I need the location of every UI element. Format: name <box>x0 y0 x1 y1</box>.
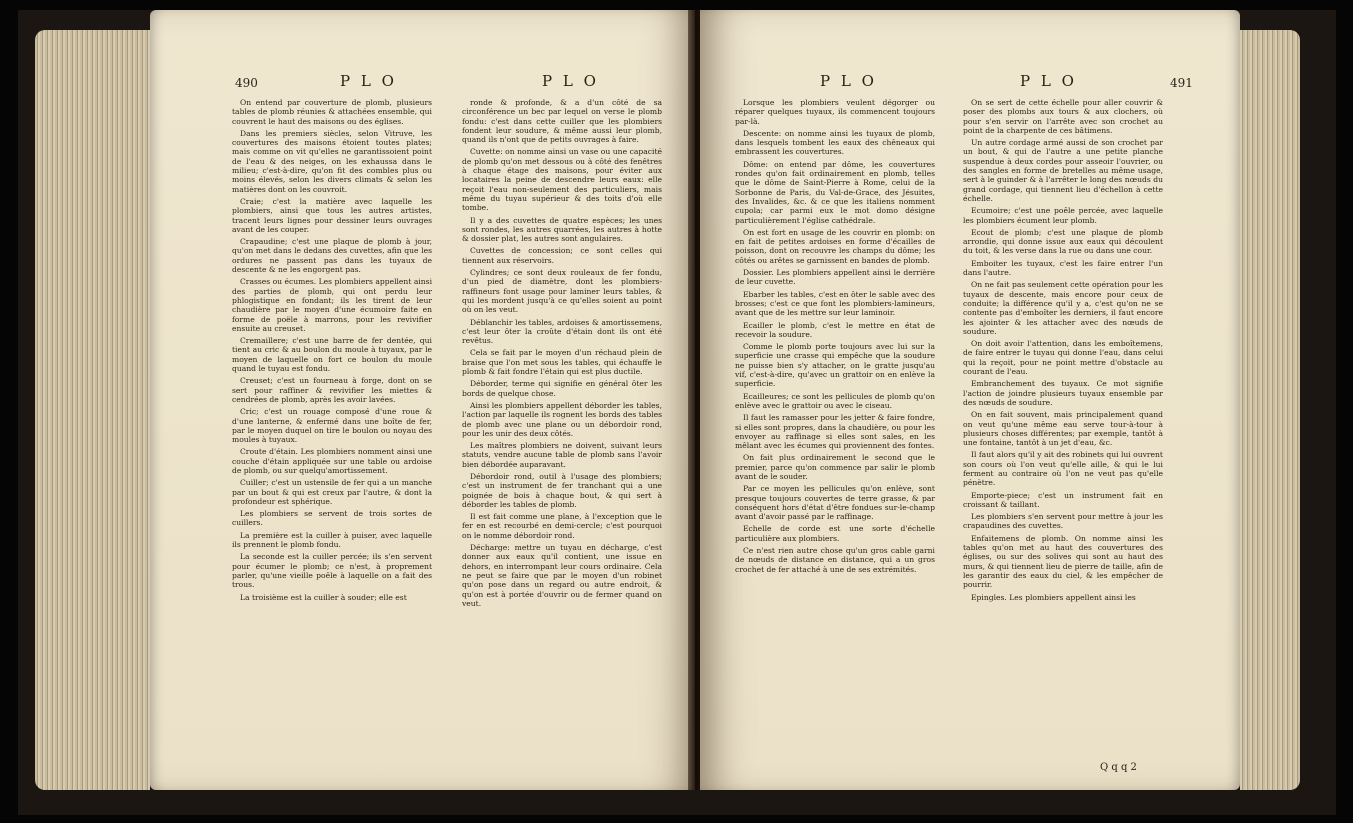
paragraph: Ebarber les tables, c'est en ôter le sable avec des brosses; c'est ce que font les plombiers-lamineurs, avant que de les mettre sur leur laminoir. <box>735 289 935 318</box>
paragraph: Par ce moyen les pellicules qu'on enlève, sont presque toujours couvertes de terre grasse, & par conséquent hors d'état d'être fondues sur-le-champ avant d'avoir passé par le raffinage. <box>735 484 935 522</box>
paragraph: Déblanchir les tables, ardoises & amortissemens, c'est leur ôter la croûte d'étain dont ils ont été revêtus. <box>462 317 662 346</box>
paragraph: Un autre cordage armé aussi de son crochet par un bout, & qui de l'autre a une petite planche suspendue à deux cordes pour asseoir l'ouvrier, ou des sangles en forme de bretelles au même usage, sert à le guinder & à l'arrêter le long des nœuds du grand cordage, qui tiennent lieu d'échellon à cette échelle. <box>963 138 1163 203</box>
paragraph: Cric; c'est un rouage composé d'une roue & d'une lanterne, & enfermé dans une boîte de fer, par le moyen duquel on tire le boulon ou noyau des moules à tuyaux. <box>232 407 432 445</box>
paragraph: Il faut les ramasser pour les jetter & faire fondre, si elles sont propres, dans la chaudière, ou pour les envoyer au raffinage si elles sont sales, en les mêlant avec les écumes qui proviennent des fontes. <box>735 413 935 451</box>
running-head-right-2: P L O <box>1020 72 1077 90</box>
paragraph: Creuset; c'est un fourneau à forge, dont on se sert pour raffiner & revivifier les miettes & cendrées de plomb, après les avoir lavées. <box>232 376 432 404</box>
paragraph: Décharge: mettre un tuyau en décharge, c'est donner aux eaux qu'il contient, une issue en dehors, en interrompant leur cours ordinaire. Cela ne peut se faire que par le moyen d'un robinet qu'on pose dans un regard ou autre endroit, & qu'on est à portée d'ouvrir ou de fermer quand on veut. <box>462 543 662 608</box>
paragraph: Cuiller; c'est un ustensile de fer qui a un manche par un bout & qui est creux par l'autre, & dont la profondeur est sphérique. <box>232 478 432 506</box>
paragraph: La seconde est la cuiller percée; ils s'en servent pour écumer le plomb; ce n'est, à proprement parler, qu'une vieille poêle à laquelle on a fait des trous. <box>232 552 432 590</box>
paragraph: On est fort en usage de les couvrir en plomb: on en fait de petites ardoises en forme d'écailles de poisson, dont on recouvre les champs du dôme; les côtés ou arêtes se garnissent en bandes de plomb. <box>735 227 935 265</box>
left-page-column-2 <box>462 98 662 611</box>
paragraph: On doit avoir l'attention, dans les emboîtemens, de faire entrer le tuyau qui donne l'eau, dans celui qui la reçoit, pour ne point mettre d'obstacle au courant de l'eau. <box>963 339 1163 377</box>
paragraph: Il faut alors qu'il y ait des robinets qui lui ouvrent son cours où l'on veut qu'elle aille, & qui le lui ferment au contraire où l'on ne veut pas qu'elle pénètre. <box>963 450 1163 488</box>
running-head-right-1: P L O <box>820 72 877 90</box>
paragraph: Cuvette: on nomme ainsi un vase ou une capacité de plomb qu'on met dessous ou à côté des fenêtres à chaque étage des maisons, pour éviter aux locataires la peine de descendre leurs eaux: elle reçoit l'eau non-seulement des particuliers, mais même du tuyau supérieur & des toits d'où elle tombe. <box>462 147 662 213</box>
paragraph: Il est fait comme une plane, à l'exception que le fer en est recourbé en demi-cercle; c'est pourquoi on le nomme débordoir rond. <box>462 512 662 540</box>
right-page-column-1 <box>735 98 935 577</box>
paragraph: Echelle de corde est une sorte d'échelle particulière aux plombiers. <box>735 524 935 543</box>
paragraph: Déborder, terme qui signifie en général ôter les bords de quelque chose. <box>462 379 662 398</box>
paragraph: Débordoir rond, outil à l'usage des plombiers; c'est un instrument de fer tranchant qui a une poignée de bois à chaque bout, & qui sert à déborder les tables de plomb. <box>462 471 662 509</box>
right-page <box>700 10 1240 790</box>
paragraph: Croute d'étain. Les plombiers nomment ainsi une couche d'étain appliquée sur une table ou ardoise de plomb, ou sur quelqu'amortissement. <box>232 447 432 475</box>
paragraph: On entend par couverture de plomb, plusieurs tables de plomb réunies & attachées ensemble, qui couvrent le haut des maisons ou des églises. <box>232 98 432 126</box>
paragraph: Ecailleures; ce sont les pellicules de plomb qu'on enlève avec le grattoir ou avec le ciseau. <box>735 391 935 410</box>
paragraph: Emboiter les tuyaux, c'est les faire entrer l'un dans l'autre. <box>963 258 1163 278</box>
paragraph: Enfaitemens de plomb. On nomme ainsi les tables qu'on met au haut des couvertures des églises, ou sur des solives qui sont au haut des murs, & qui tiennent lieu de pierre de taille, afin de les garantir des eaux du ciel, & les empêcher de pourrir. <box>963 533 1163 590</box>
paragraph: Cela se fait par le moyen d'un réchaud plein de braise que l'on met sous les tables, qui échauffe le plomb & fait fondre l'étain qui est plus ductile. <box>462 348 662 377</box>
paragraph: Il y a des cuvettes de quatre espèces; les unes sont rondes, les autres quarrées, les autres à hotte & dossier plat, les autres sont angulaires. <box>462 215 662 244</box>
paragraph: Ecumoire; c'est une poêle percée, avec laquelle les plombiers écument leur plomb. <box>963 206 1163 225</box>
paragraph: Dossier. Les plombiers appellent ainsi le derrière de leur cuvette. <box>735 268 935 287</box>
signature-mark: Q q q 2 <box>1100 762 1137 773</box>
paragraph: Cremaillere; c'est une barre de fer dentée, qui tient au cric & au boulon du moule à tuyaux, par le moyen de laquelle on fort ce boulon du moule quand le tuyau est fondu. <box>232 336 432 374</box>
paragraph: La première est la cuiller à puiser, avec laquelle ils prennent le plomb fondu. <box>232 530 432 550</box>
paragraph: Descente: on nomme ainsi les tuyaux de plomb, dans lesquels tombent les eaux des chêneaux qui embrassent les couvertures. <box>735 128 935 157</box>
paragraph: Ce n'est rien autre chose qu'un gros cable garni de nœuds de distance en distance, qui a un gros crochet de fer attaché à une de ses extrémités. <box>735 546 935 574</box>
paragraph: Crasses ou écumes. Les plombiers appellent ainsi des parties de plomb, qui ont perdu leur phlogistique en fondant; ils les tirent de leur chaudière par le moyen d'une écumoire faite en forme de poële à marrons, pour les revivifier ensuite au creuset. <box>232 277 432 333</box>
page-number-right: 491 <box>1170 76 1193 90</box>
paragraph: Embranchement des tuyaux. Ce mot signifie l'action de joindre plusieurs tuyaux ensemble par des nœuds de soudure. <box>963 379 1163 407</box>
paragraph: Comme le plomb porte toujours avec lui sur la superficie une crasse qui empêche que la soudure ne puisse bien s'y attacher, on le gratte jusqu'au vif, c'est-à-dire, qu'avec un grattoir on en enlève la superficie. <box>735 342 935 389</box>
page-number-left: 490 <box>235 76 258 90</box>
paragraph: Cylindres; ce sont deux rouleaux de fer fondu, d'un pied de diamètre, dont les plombiers-raffineurs font usage pour laminer leurs tables, & qui les mordent jusqu'à ce qu'elles soient au point où on les veut. <box>462 268 662 315</box>
paragraph: On ne fait pas seulement cette opération pour les tuyaux de descente, mais encore pour ceux de conduite; la différence qu'il y a, c'est qu'on ne se contente pas d'emboîter les derniers, il faut encore les ajointer & les attacher avec des nœuds de soudure. <box>963 280 1163 336</box>
paragraph: Lorsque les plombiers veulent dégorger ou réparer quelques tuyaux, ils commencent toujours par-là. <box>735 98 935 126</box>
paragraph: Ecailler le plomb, c'est le mettre en état de recevoir la soudure. <box>735 320 935 339</box>
paragraph: Les plombiers s'en servent pour mettre à jour les crapaudines des cuvettes. <box>963 512 1163 531</box>
paragraph: Dôme: on entend par dôme, les couvertures rondes qu'on fait ordinairement en plomb, telles que le dôme de Saint-Pierre à Rome, celui de la Sorbonne de Paris, du Val-de-Grace, des Jésuites, des Invalides, &c. & ce que les italiens nomment cupola; car parmi eux le mot domo désigne particulièrement l'église cathédrale. <box>735 159 935 225</box>
paragraph: La troisième est la cuiller à souder; elle est <box>240 592 407 602</box>
paragraph: On se sert de cette échelle pour aller couvrir & poser des plombs aux tours & aux clochers, où pour s'en servir on l'arrête avec son crochet au point de la charpente de ces bâtimens. <box>963 98 1163 135</box>
left-page-column-1 <box>232 98 432 605</box>
paragraph: ronde & profonde, & a d'un côté de sa circonférence un bec par lequel on verse le plomb fondu: c'est dans cette cuiller que les plombiers fondent leur soudure, & même aussi leur plomb, quand ils n'ont que de petits ouvrages à faire. <box>462 98 662 145</box>
paragraph: Les plombiers se servent de trois sortes de cuillers. <box>232 509 432 528</box>
paragraph: Ecout de plomb; c'est une plaque de plomb arrondie, qui donne issue aux eaux qui découlent du toit, & les verse dans la rue ou dans une cour. <box>963 227 1163 256</box>
paragraph: Emporte-piece; c'est un instrument fait en croissant & taillant. <box>963 490 1163 509</box>
running-head-left-1: P L O <box>340 72 397 90</box>
left-page-edges <box>35 30 150 790</box>
paragraph: Craie; c'est la matière avec laquelle les plombiers, ainsi que tous les autres artistes, tracent leurs lignes pour dessiner leurs ouvrages avant de les couper. <box>232 196 432 234</box>
paragraph: On fait plus ordinairement le second que le premier, parce qu'on commence par salir le plomb avant de le souder. <box>735 453 935 481</box>
left-page <box>150 10 695 790</box>
paragraph: Epingles. Les plombiers appellent ainsi les <box>971 592 1136 602</box>
right-page-edges <box>1240 30 1300 790</box>
paragraph: Les maîtres plombiers ne doivent, suivant leurs statuts, vendre aucune table de plomb sans l'avoir bien débordée auparavant. <box>462 441 662 469</box>
right-page-column-2 <box>963 98 1163 605</box>
paragraph: Crapaudine; c'est une plaque de plomb à jour, qu'on met dans le dedans des cuvettes, afin que les ordures ne passent pas dans les tuyaux de descente & ne les engorgent pas. <box>232 237 432 275</box>
running-head-left-2: P L O <box>542 72 599 90</box>
paragraph: On en fait souvent, mais principalement quand on veut qu'une même eau serve tour-à-tour à plusieurs choses différentes; par exemple, tantôt à une fontaine, tantôt à un jet d'eau, &c. <box>963 410 1163 448</box>
paragraph: Ainsi les plombiers appellent déborder les tables, l'action par laquelle ils rognent les bords des tables de plomb avec une plane ou un débordoir rond, pour les unir des deux côtés. <box>462 400 662 438</box>
paragraph: Cuvettes de concession; ce sont celles qui tiennent aux réservoirs. <box>462 246 662 265</box>
paragraph: Dans les premiers siècles, selon Vitruve, les couvertures des maisons étoient toutes plates; mais comme on vit qu'elles ne garantissoient point de l'eau & des neiges, on les exhaussa dans le milieu; c'est-à-dire, qu'on fit des combles plus ou moins élevés, selon les divers climats & selon les matières dont on les couvroit. <box>232 128 432 194</box>
